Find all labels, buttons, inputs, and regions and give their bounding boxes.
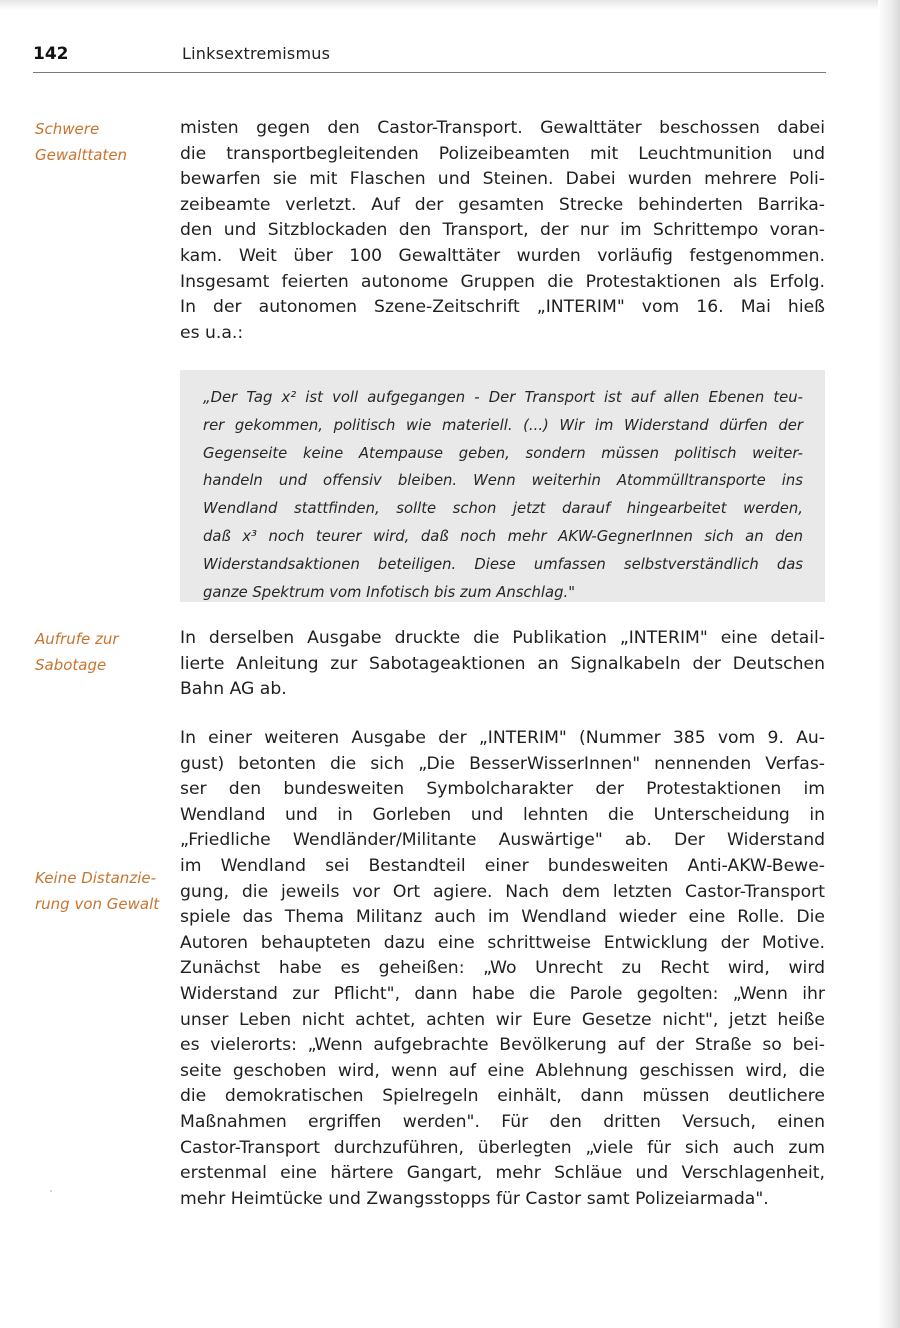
quote-line: Gegenseite keine Atempause geben, sondern müssen politisch weiter- [203,444,803,462]
text-line: „Friedliche Wendländer/Militante Auswärtige" ab. Der Widerstand [180,830,825,851]
text-line: seite geschoben wird, wenn auf eine Ablehnung geschissen wird, die [180,1060,825,1081]
text-line: In einer weiteren Ausgabe der „INTERIM" (Nummer 385 vom 9. Au- [180,728,825,748]
text-line: ser den bundesweiten Symbolcharakter der Protestaktionen im [180,779,825,800]
text-line: misten gegen den Castor-Transport. Gewalttäter beschossen dabei [180,118,825,138]
text-line: Bahn AG ab. [180,679,287,700]
text-line: In der autonomen Szene-Zeitschrift „INTERIM" vom 16. Mai hieß [180,297,825,318]
text-line: Wendland und in Gorleben und lehnten die Unterscheidung in [180,804,825,825]
margin-note-line: Schwere [35,120,100,138]
text-line: im Wendland sei Bestandteil einer bundesweiten Anti-AKW-Bewe- [180,855,825,876]
text-line: unser Leben nicht achtet, achten wir Eure Gesetze nicht", jetzt heiße [180,1009,825,1030]
quote-line: Widerstandsaktionen beteiligen. Diese umfassen selbstverständlich das [203,555,803,573]
running-title: Linksextremismus [182,44,331,63]
quote-line: „Der Tag x² ist voll aufgegangen - Der Transport ist auf allen Ebenen teu- [203,389,803,406]
text-line: den und Sitzblockaden den Transport, der nur im Schrittempo voran- [180,220,825,241]
text-line: Autoren behaupteten dazu eine schrittweise Entwicklung der Motive. [180,932,825,953]
margin-note-line: Sabotage [35,656,107,674]
text-line: Widerstand zur Pflicht", dann habe die Parole gegolten: „Wenn ihr [180,983,825,1004]
text-line: es u.a.: [180,322,244,343]
margin-note-line: Gewalttaten [35,146,128,164]
text-line: gung, die jeweils vor Ort agiere. Nach dem letzten Castor-Transport [180,881,825,902]
quote-line: daß x³ noch teurer wird, daß noch mehr AKW-GegnerInnen sich an den [203,527,803,545]
text-line: zeibeamte verletzt. Auf der gesamten Strecke behinderten Barrika- [180,194,825,215]
text-line: bewarfen sie mit Flaschen und Steinen. Dabei wurden mehrere Poli- [180,169,825,190]
paragraph-3 [180,726,825,1212]
page-binding-shadow [878,0,900,1328]
margin-note-keine-distanzierung [35,865,175,917]
quote-line: rer gekommen, politisch wie materiell. (...) Wir im Widerstand dürfen der [203,416,803,434]
text-line: kam. Weit über 100 Gewalttäter wurden vorläufig festgenommen. [180,245,825,266]
margin-note-schwere-gewalttaten [35,116,165,168]
margin-note-line: Aufrufe zur [35,630,119,648]
page-number: 142 [33,44,69,64]
text-line: erstenmal eine härtere Gangart, mehr Schläue und Verschlagenheit, [180,1163,825,1184]
header-rule [33,72,826,73]
text-line: Insgesamt feierten autonome Gruppen die Protestaktionen als Erfolg. [180,271,825,292]
page-top-shadow [0,0,900,10]
text-line: die transportbegleitenden Polizeibeamten mit Leuchtmunition und [180,143,825,164]
text-line: Maßnahmen ergriffen werden". Für den dritten Versuch, einen [180,1111,825,1132]
quote-line: Wendland stattfinden, sollte schon jetzt darauf hingearbeitet werden, [203,500,803,518]
text-line: Castor-Transport durchzuführen, überlegten „viele für sich auch zum [180,1137,825,1158]
quote-line: handeln und offensiv bleiben. Wenn weiterhin Atommülltransporte ins [203,472,803,490]
margin-note-line: rung von Gewalt [35,895,160,913]
page-header [33,38,823,68]
text-line: Zunächst habe es geheißen: „Wo Unrecht zu Recht wird, wird [180,958,825,979]
paragraph-2 [180,626,825,703]
text-line: die demokratischen Spielregeln einhält, dann müssen deutlichere [180,1086,825,1107]
text-line: lierte Anleitung zur Sabotageaktionen an Signalkabeln der Deutschen [180,653,825,674]
text-line: In derselben Ausgabe druckte die Publikation „INTERIM" eine detail- [180,628,825,648]
scan-speck [50,1190,52,1192]
margin-note-line: Keine Distanzie- [35,869,156,887]
block-quote [203,384,803,606]
paragraph-1 [180,116,825,346]
text-line: mehr Heimtücke und Zwangsstopps für Castor samt Polizeiarmada". [180,1188,769,1209]
text-line: spiele das Thema Militanz auch im Wendland wieder eine Rolle. Die [180,907,825,928]
text-line: es vielerorts: „Wenn aufgebrachte Bevölkerung auf der Straße so bei- [180,1035,825,1056]
quote-line: ganze Spektrum vom Infotisch bis zum Anschlag." [203,583,576,601]
margin-note-aufrufe-zur-sabotage [35,626,165,678]
text-line: gust) betonten die sich „Die BesserWisserInnen" nennenden Verfas- [180,753,825,774]
